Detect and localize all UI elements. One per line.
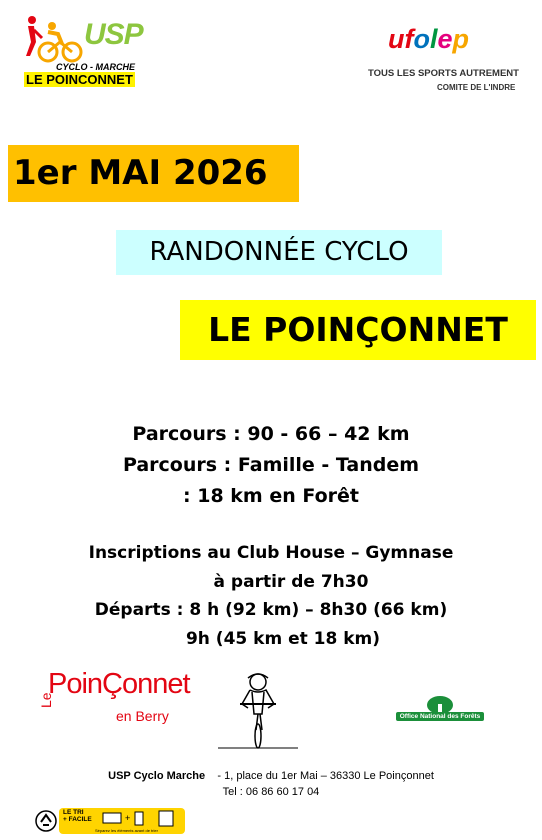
tri-subtitle: Séparez les éléments avant de trier — [95, 828, 158, 833]
sorting-pictogram-icon — [101, 810, 181, 827]
routes-line-1: Parcours : 90 - 66 – 42 km — [132, 423, 410, 445]
ufolep-letter: e — [437, 24, 453, 54]
ufolep-committee: COMITE DE L'INDRE — [437, 83, 516, 92]
event-town: LE POINÇONNET — [180, 300, 536, 360]
onf-logo — [396, 696, 484, 730]
ufolep-letter: f — [404, 24, 414, 54]
ufolep-letter: p — [452, 24, 470, 54]
poinconnet-region: en Berry — [116, 708, 169, 724]
svg-text:+: + — [125, 813, 131, 823]
tri-badge — [35, 808, 187, 836]
poinconnet-logo — [38, 668, 190, 740]
footer-address-line — [0, 770, 542, 782]
footer-org: USP Cyclo Marche — [108, 770, 206, 782]
routes-line-2: Parcours : Famille - Tandem — [122, 454, 420, 476]
registration-line-2: à partir de 7h30 — [213, 572, 369, 592]
routes-line-3: : 18 km en Forêt — [183, 485, 359, 507]
tri-title-2: + FACILE — [63, 816, 92, 823]
usp-letters: USP — [84, 18, 143, 51]
usp-logo — [22, 12, 157, 92]
ufolep-slogan: TOUS LES SPORTS AUTREMENT — [368, 68, 519, 79]
registration-line-3: Départs : 8 h (92 km) – 8h30 (66 km) — [94, 600, 448, 620]
onf-label: Office National des Forêts — [396, 712, 484, 721]
recycle-icon — [35, 810, 57, 832]
ufolep-letter: u — [388, 24, 405, 54]
event-date: 1er MAI 2026 — [8, 145, 299, 202]
ufolep-letter: o — [413, 24, 430, 54]
ufolep-letter: l — [430, 24, 438, 54]
usp-subtitle: CYCLO - MARCHE — [56, 62, 135, 72]
registration-line-4: 9h (45 km et 18 km) — [185, 629, 381, 649]
ufolep-logo — [360, 18, 532, 98]
poinconnet-prefix: Le — [38, 692, 54, 708]
usp-town: LE POINCONNET — [26, 72, 133, 87]
poinconnet-name: PoinÇonnet — [48, 668, 190, 700]
footer-phone: Tel : 06 86 60 17 04 — [222, 786, 320, 798]
footer-address: - 1, place du 1er Mai – 36330 Le Poinçonnet — [217, 770, 434, 782]
cyclist-icon — [218, 668, 298, 750]
tri-title-1: LE TRI — [63, 809, 84, 816]
registration-line-1: Inscriptions au Club House – Gymnase — [88, 543, 454, 563]
ufolep-wordmark — [388, 24, 469, 55]
event-type: RANDONNÉE CYCLO — [116, 230, 442, 275]
